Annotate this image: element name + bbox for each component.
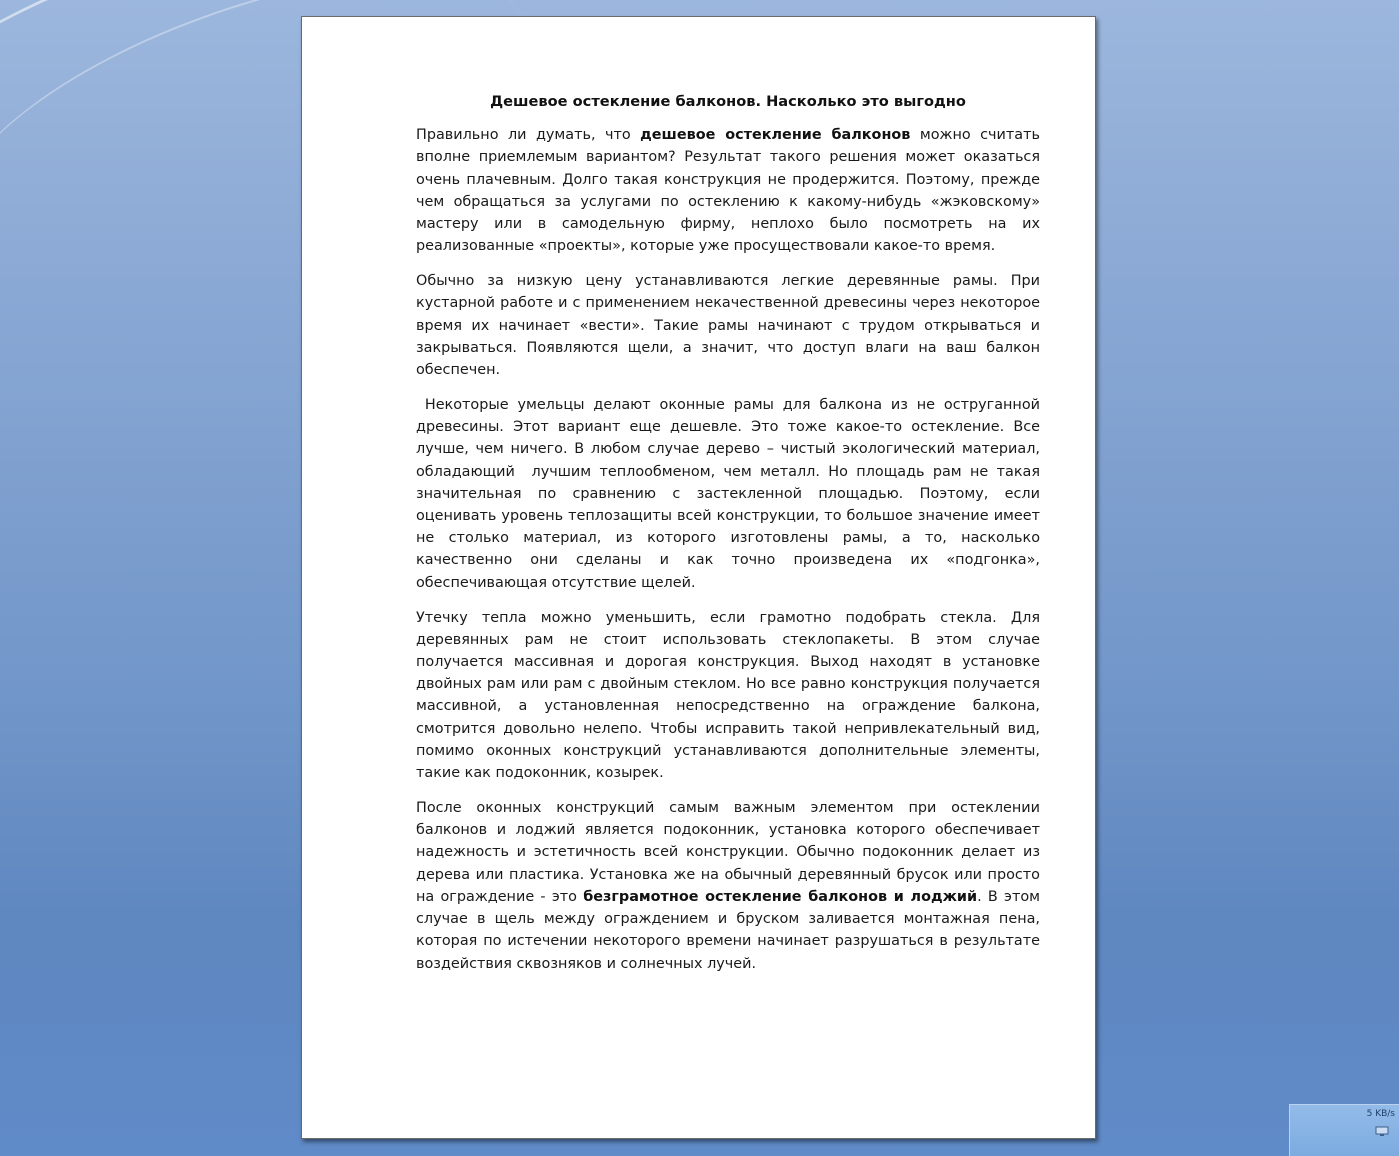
paragraph-2 xyxy=(416,270,1040,381)
paragraph-2-text: Обычно за низкую цену устанавливаются легкие деревянные рамы. При кустарной работе и с применением некачественной древесины через некоторое время их начинает «вести». Такие рамы начинают с трудом открываться и закрываться. Появляются щели, а значит, что доступ влаги на ваш балкон обеспечен. xyxy=(416,273,1040,379)
network-speed-label: 5 KB/s xyxy=(1366,1109,1395,1119)
paragraph-1-text-before: Правильно ли думать, что xyxy=(416,127,641,144)
paragraph-4-text: Утечку тепла можно уменьшить, если грамотно подобрать стекла. Для деревянных рам не стоит использовать стеклопакеты. В этом случае получается массивная и дорогая конструкция. Выход находят в установке двойных рам или рам с двойным стеклом. Но все равно конструкция получается массивной, а установленная непосредственно на ограждение балкона, смотрится довольно нелепо. Чтобы исправить такой непривлекательный вид, помимо оконных конструкций устанавливаются дополнительные элементы, такие как подоконник, козырек. xyxy=(416,609,1040,782)
paragraph-5 xyxy=(416,797,1040,975)
paragraph-4 xyxy=(416,607,1040,785)
paragraph-5-text-after: . В этом случае в щель между ограждением и бруском заливается монтажная пена, которая по истечении некоторого времени начинает разрушаться в результате воздействия сквозняков и солнечных лучей. xyxy=(416,888,1040,972)
paragraph-1-text-after: можно считать вполне приемлемым вариантом? Результат такого решения может оказаться очень плачевным. Долго такая конструкция не продержится. Поэтому, прежде чем обращаться за услугами по остеклению к какому-нибудь «жэковскому» мастеру или в самодельную фирму, неплохо было посмотреть на их реализованные «проекты», которые уже просуществовали какое-то время. xyxy=(416,127,1040,255)
system-tray[interactable] xyxy=(1289,1104,1399,1156)
document-title: Дешевое остекление балконов. Насколько это выгодно xyxy=(490,93,966,110)
paragraph-3 xyxy=(416,394,1045,594)
paragraph-3-text: Некоторые умельцы делают оконные рамы для балкона из не оструганной древесины. Этот вариант еще дешевле. Это тоже какое-то остекление. Все лучше, чем ничего. В любом случае дерево – чистый экологический материал, обладающий лучшим теплообменом, чем металл. Но площадь рам не такая значительная по сравнению с застекленной площадью. Поэтому, если оценивать уровень теплозащиты всей конструкции, то большое значение имеет не столько материал, из которого изготовлены рамы, а то, насколько качественно они сделаны и как точно произведена их «подгонка», обеспечивающая отсутствие щелей. xyxy=(416,397,1045,591)
paragraph-1 xyxy=(416,124,1040,257)
paragraph-5-bold-keyword: безграмотное остекление балконов и лоджий xyxy=(583,888,978,905)
document-page[interactable] xyxy=(301,16,1096,1139)
network-icon[interactable] xyxy=(1375,1123,1389,1133)
document-body xyxy=(416,91,1045,988)
paragraph-5-text-before: После оконных конструкций самым важным элементом при остеклении балконов и лоджий является подоконник, установка которого обеспечивает надежность и эстетичность всей конструкции. Обычно подоконник делает из дерева или пластика. Установка же на обычный деревянный брусок или просто на ограждение - это xyxy=(416,800,1040,905)
paragraph-1-bold-keyword: дешевое остекление балконов xyxy=(640,127,911,144)
